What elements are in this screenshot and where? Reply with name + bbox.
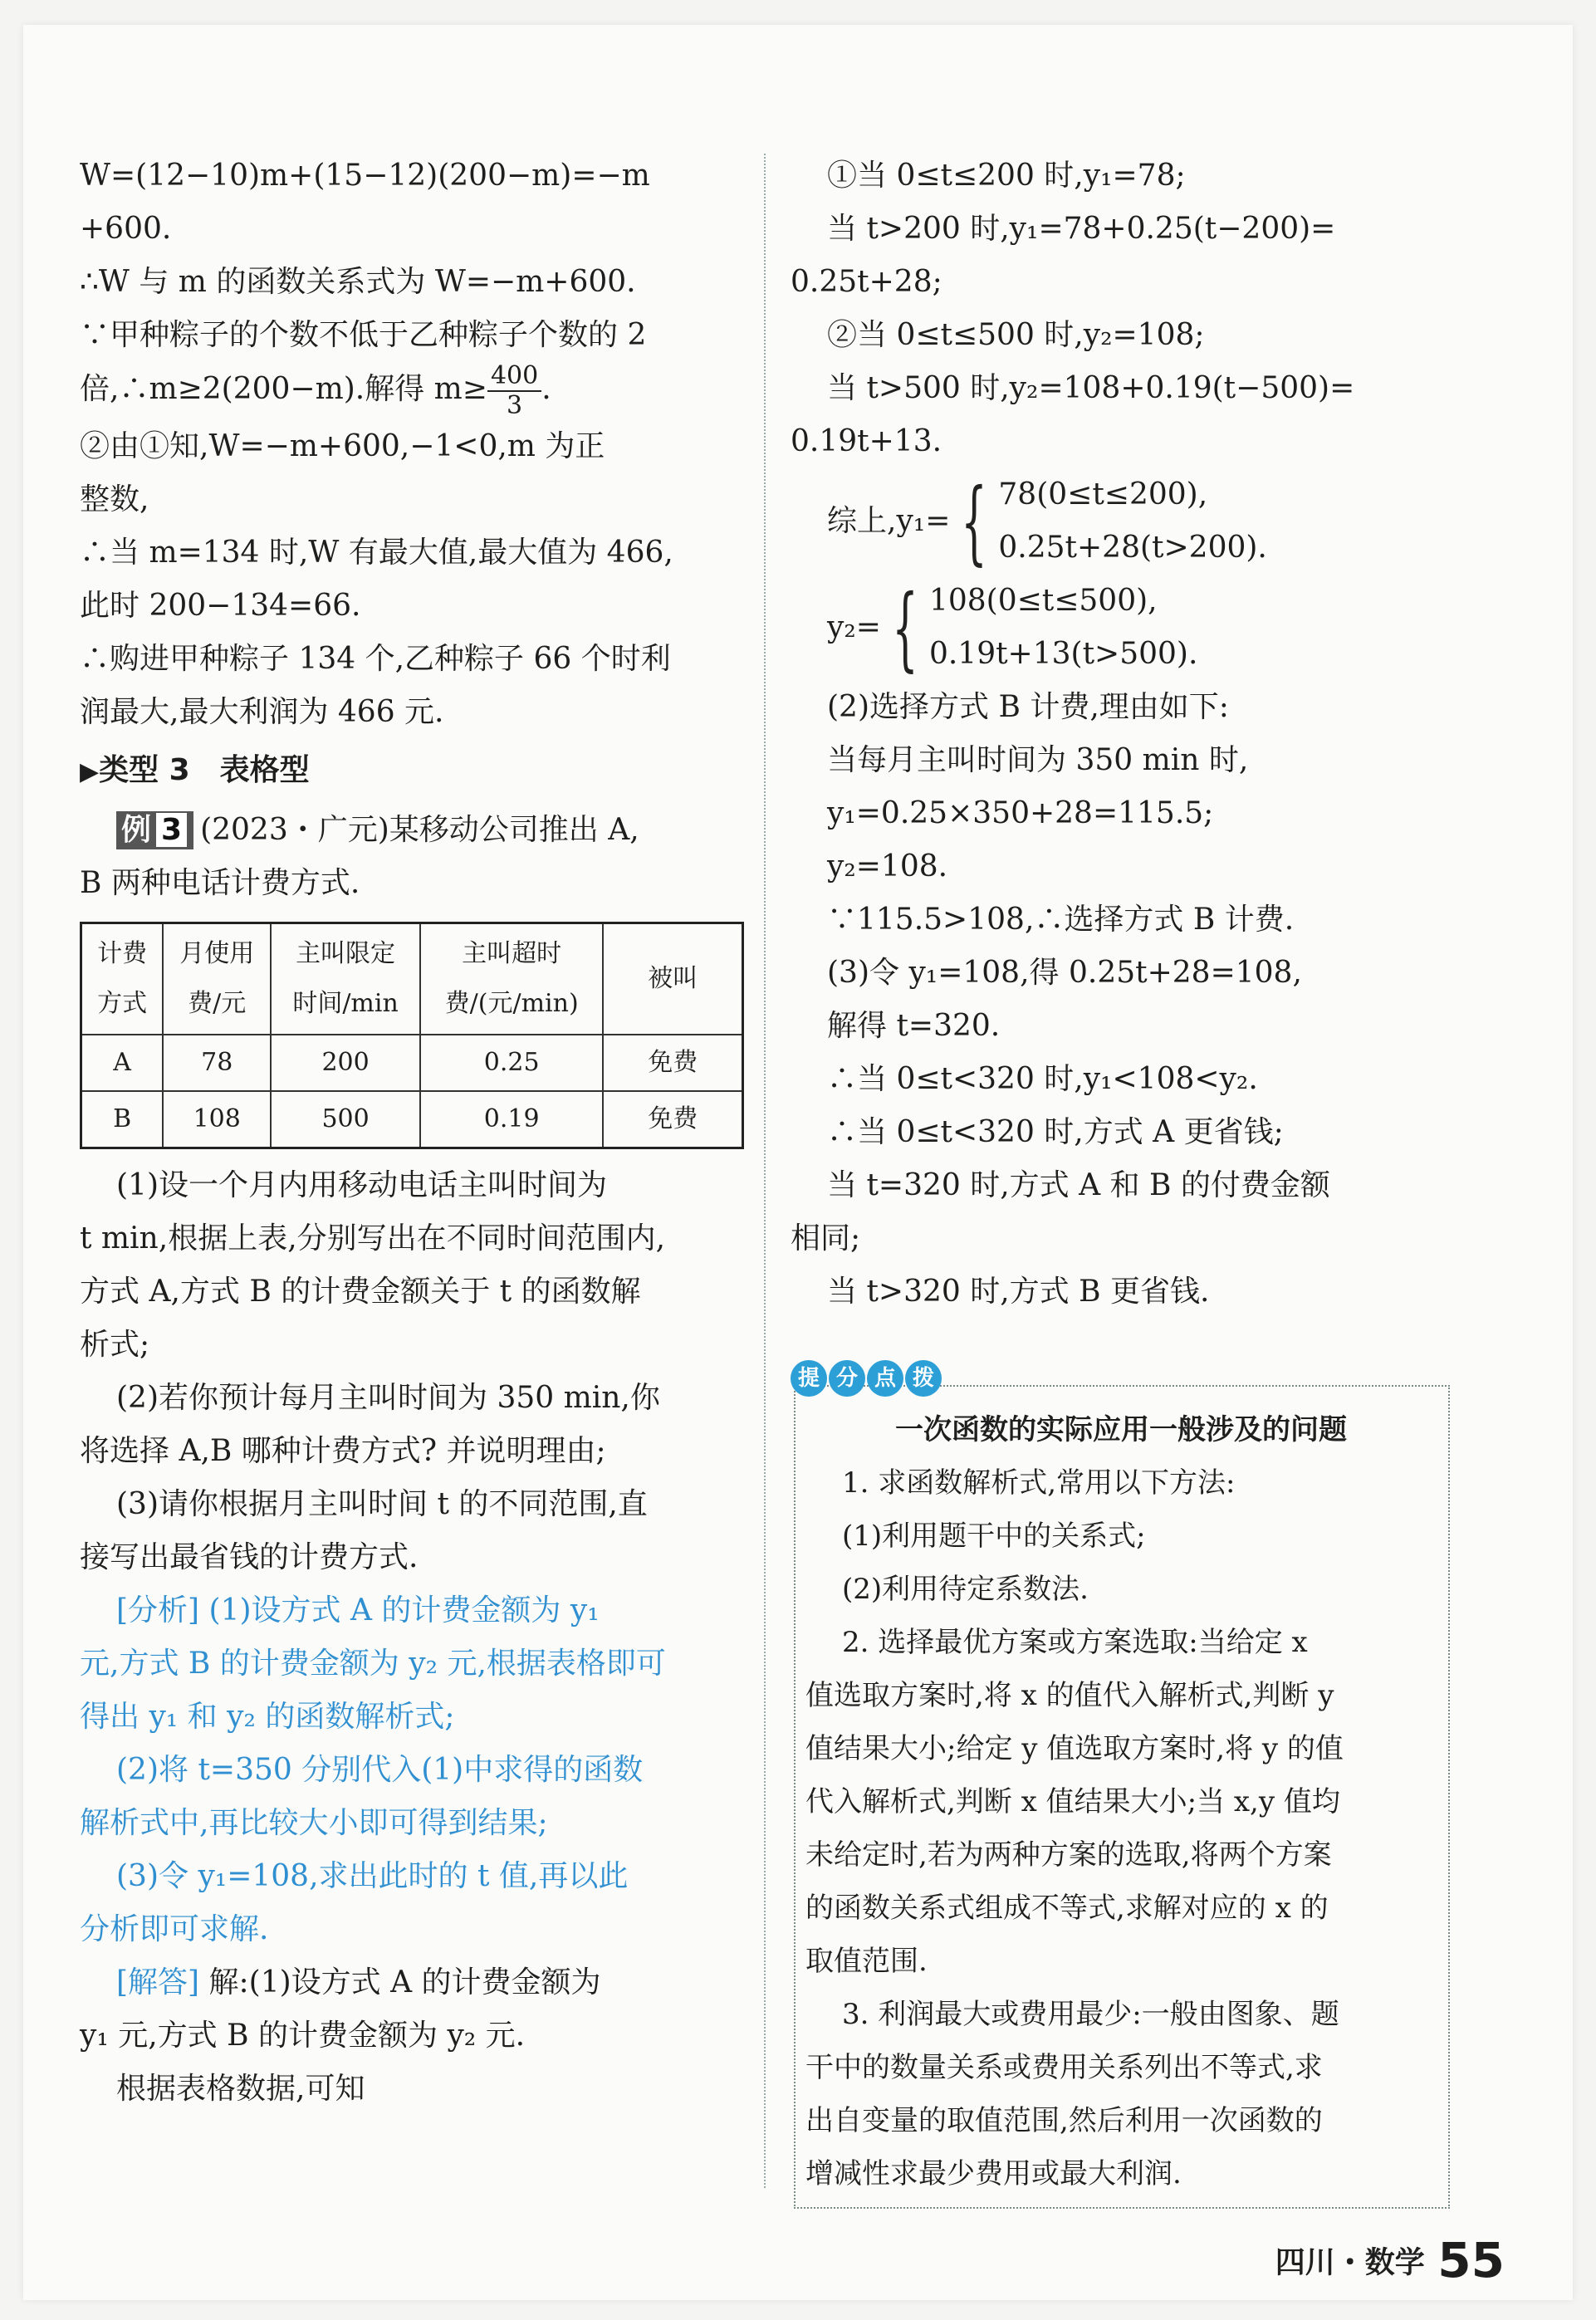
text-line: 当 t>320 时,方式 B 更省钱. (827, 1275, 1210, 1309)
page-number: 55 (1437, 2232, 1505, 2288)
question-line: (1)设一个月内用移动电话主叫时间为 (116, 1168, 607, 1202)
hint-content (805, 1403, 1437, 2200)
analysis-line: (3)令 y₁=108,求出此时的 t 值,再以此 (116, 1859, 629, 1893)
hint-line: 增减性求最少费用或最大利润. (805, 2157, 1182, 2190)
text-line: ②当 0≤t≤500 时,y₂=108; (827, 318, 1205, 352)
table-cell: 0.25 (420, 1035, 604, 1091)
fraction (487, 362, 541, 420)
text-line: 当 t>500 时,y₂=108+0.19(t−500)= (827, 371, 1355, 405)
question-line: (2)若你预计每月主叫时间为 350 min,你 (116, 1381, 660, 1415)
header-text: 费/(元/min) (444, 989, 579, 1018)
text-line: +600. (80, 212, 172, 246)
hint-line: (1)利用题干中的关系式; (842, 1520, 1146, 1553)
table-cell: 78 (163, 1035, 271, 1091)
example-tag (116, 811, 193, 849)
hint-line: 值选取方案时,将 x 的值代入解析式,判断 y (805, 1679, 1334, 1712)
piecewise-cases (998, 468, 1266, 575)
question-line: 方式 A,方式 B 的计费金额关于 t 的函数解 (80, 1275, 641, 1309)
hint-line: 值结果大小;给定 y 值选取方案时,将 y 的值 (805, 1732, 1344, 1765)
header-text: 月使用 (179, 939, 255, 968)
fraction-numerator: 400 (487, 362, 541, 392)
hint-line: 未给定时,若为两种方案的选取,将两个方案 (805, 1838, 1332, 1872)
hint-line: 2. 选择最优方案或方案选取:当给定 x (842, 1626, 1308, 1659)
text-line: ∴W 与 m 的函数关系式为 W=−m+600. (80, 265, 636, 299)
table-cell: 500 (271, 1091, 420, 1148)
table-cell: 0.19 (420, 1091, 604, 1148)
text-line: 相同; (791, 1221, 861, 1255)
hint-line: 代入解析式,判断 x 值结果大小;当 x,y 值均 (805, 1785, 1340, 1818)
text-line: 0.25t+28; (791, 265, 942, 299)
hint-line: 1. 求函数解析式,常用以下方法: (842, 1466, 1236, 1500)
text-line: 润最大,最大利润为 466 元. (80, 695, 444, 729)
triangle-icon: ▶ (80, 757, 100, 786)
hint-badge-char: 点 (867, 1360, 903, 1397)
text-line: 0.19t+13. (791, 424, 942, 458)
answer-intro (80, 1956, 744, 2009)
header-text: 主叫超时 (462, 939, 562, 968)
hint-title: 一次函数的实际应用一般涉及的问题 (895, 1413, 1347, 1446)
text-line: ∴当 0≤t<320 时,y₁<108<y₂. (827, 1062, 1258, 1096)
table-header-cell (420, 923, 604, 1035)
text-line: 整数, (80, 482, 149, 516)
footer-label: 四川・数学 (1275, 2245, 1425, 2280)
text-line: ∵甲种粽子的个数不低于乙种粽子个数的 2 (80, 318, 647, 352)
analysis-line: [分析] (1)设方式 A 的计费金额为 y₁ (116, 1593, 600, 1627)
text-line: W=(12−10)m+(15−12)(200−m)=−m (80, 159, 650, 193)
text-line: (2)选择方式 B 计费,理由如下: (827, 690, 1229, 724)
table-header-cell: 被叫 (603, 923, 742, 1035)
right-column (791, 149, 1455, 1319)
brace-icon: { (961, 468, 988, 575)
case-line: 78(0≤t≤200), (998, 477, 1208, 511)
text-line: 当 t>200 时,y₁=78+0.25(t−200)= (827, 212, 1336, 246)
case-line: 0.25t+28(t>200). (998, 531, 1267, 565)
text-line: ∵115.5>108,∴选择方式 B 计费. (827, 903, 1295, 937)
header-text: 方式 (97, 989, 148, 1018)
hint-line: 干中的数量关系或费用关系列出不等式,求 (805, 2051, 1323, 2084)
text-line: ②由①知,W=−m+600,−1<0,m 为正 (80, 429, 605, 463)
hint-line: 的函数关系式组成不等式,求解对应的 x 的 (805, 1892, 1329, 1925)
table-cell: 免费 (603, 1091, 742, 1148)
answer-tag: [解答] (116, 1965, 200, 1999)
example-number: 3 (154, 811, 188, 849)
question-line: 将选择 A,B 哪种计费方式? 并说明理由; (80, 1434, 606, 1468)
brace-icon: { (892, 575, 918, 681)
table-row (81, 1091, 743, 1148)
table-cell: A (81, 1035, 164, 1091)
text-line: ①当 0≤t≤200 时,y₁=78; (827, 159, 1186, 193)
hint-line: 出自变量的取值范围,然后利用一次函数的 (805, 2104, 1323, 2137)
text-fragment: 倍,∴m≥2(200−m).解得 m≥ (80, 372, 487, 406)
piecewise-y2 (791, 575, 1455, 681)
answer-line: 根据表格数据,可知 (116, 2072, 365, 2106)
case-line: 0.19t+13(t>500). (928, 637, 1198, 671)
text-line: ∴当 m=134 时,W 有最大值,最大值为 466, (80, 536, 673, 570)
text-line: 解得 t=320. (827, 1009, 1001, 1043)
piecewise-prefix: 综上,y₁= (827, 504, 951, 538)
hint-line: (2)利用待定系数法. (842, 1573, 1089, 1606)
text-line: B 两种电话计费方式. (80, 866, 360, 900)
column-divider (764, 154, 766, 2188)
analysis-line: 得出 y₁ 和 y₂ 的函数解析式; (80, 1700, 455, 1734)
text-line: ∴购进甲种粽子 134 个,乙种粽子 66 个时利 (80, 642, 671, 676)
answer-text: 解:(1)设方式 A 的计费金额为 (208, 1965, 601, 1999)
text-line-with-fraction: 倍,∴m≥2(200−m).解得 m≥ $\frac{400}{3}$ . (80, 361, 551, 420)
analysis-line: 分析即可求解. (80, 1912, 269, 1946)
table-row (81, 1035, 743, 1091)
text-line: ∴当 0≤t<320 时,方式 A 更省钱; (827, 1115, 1284, 1149)
table-header-cell (163, 923, 271, 1035)
fee-table (80, 922, 744, 1149)
text-line: y₁=0.25×350+28=115.5; (827, 796, 1214, 830)
text-line: 当每月主叫时间为 350 min 时, (827, 743, 1249, 777)
section-heading (80, 744, 744, 799)
piecewise-cases (929, 575, 1197, 681)
table-cell: B (81, 1091, 164, 1148)
page-footer (1275, 2232, 1505, 2288)
analysis-line: 元,方式 B 的计费金额为 y₂ 元,根据表格即可 (80, 1647, 666, 1681)
hint-badge-char: 提 (791, 1360, 827, 1397)
hint-badge (791, 1360, 942, 1397)
hint-line: 3. 利润最大或费用最少:一般由图象、题 (842, 1998, 1339, 2031)
example-text: (2023・广元)某移动公司推出 A, (200, 813, 639, 847)
text-line: y₂=108. (827, 849, 948, 883)
question-line: 析式; (80, 1328, 150, 1362)
header-text: 主叫限定 (296, 939, 396, 968)
table-cell: 108 (163, 1091, 271, 1148)
piecewise-y1 (791, 468, 1455, 575)
table-cell: 200 (271, 1035, 420, 1091)
text-line: 当 t=320 时,方式 A 和 B 的付费金额 (827, 1168, 1330, 1202)
header-text: 时间/min (292, 989, 399, 1018)
fraction-denominator: 3 (507, 391, 523, 420)
header-text: 费/元 (188, 989, 247, 1018)
text-line: (3)令 y₁=108,得 0.25t+28=108, (827, 956, 1302, 990)
question-line: t min,根据上表,分别写出在不同时间范围内, (80, 1221, 666, 1255)
text-line: 此时 200−134=66. (80, 589, 361, 623)
table-cell: 免费 (603, 1035, 742, 1091)
analysis-line: 解析式中,再比较大小即可得到结果; (80, 1806, 548, 1840)
hint-badge-char: 分 (829, 1360, 865, 1397)
hint-line: 取值范围. (805, 1945, 928, 1978)
table-header-row (81, 923, 743, 1035)
header-text: 计费 (97, 939, 148, 968)
question-line: 接写出最省钱的计费方式. (80, 1540, 419, 1574)
piecewise-prefix: y₂= (827, 610, 881, 644)
example-tag-label: 例 (121, 813, 152, 847)
answer-line: y₁ 元,方式 B 的计费金额为 y₂ 元. (80, 2019, 526, 2053)
example-intro (80, 804, 744, 857)
section-heading-label: 类型 3 表格型 (99, 753, 310, 787)
table-header-cell (81, 923, 164, 1035)
analysis-line: (2)将 t=350 分别代入(1)中求得的函数 (116, 1753, 644, 1787)
question-line: (3)请你根据月主叫时间 t 的不同范围,直 (116, 1487, 648, 1521)
case-line: 108(0≤t≤500), (928, 584, 1158, 618)
hint-badge-char: 拨 (905, 1360, 942, 1397)
left-column (80, 149, 744, 2116)
table-header-cell (271, 923, 420, 1035)
